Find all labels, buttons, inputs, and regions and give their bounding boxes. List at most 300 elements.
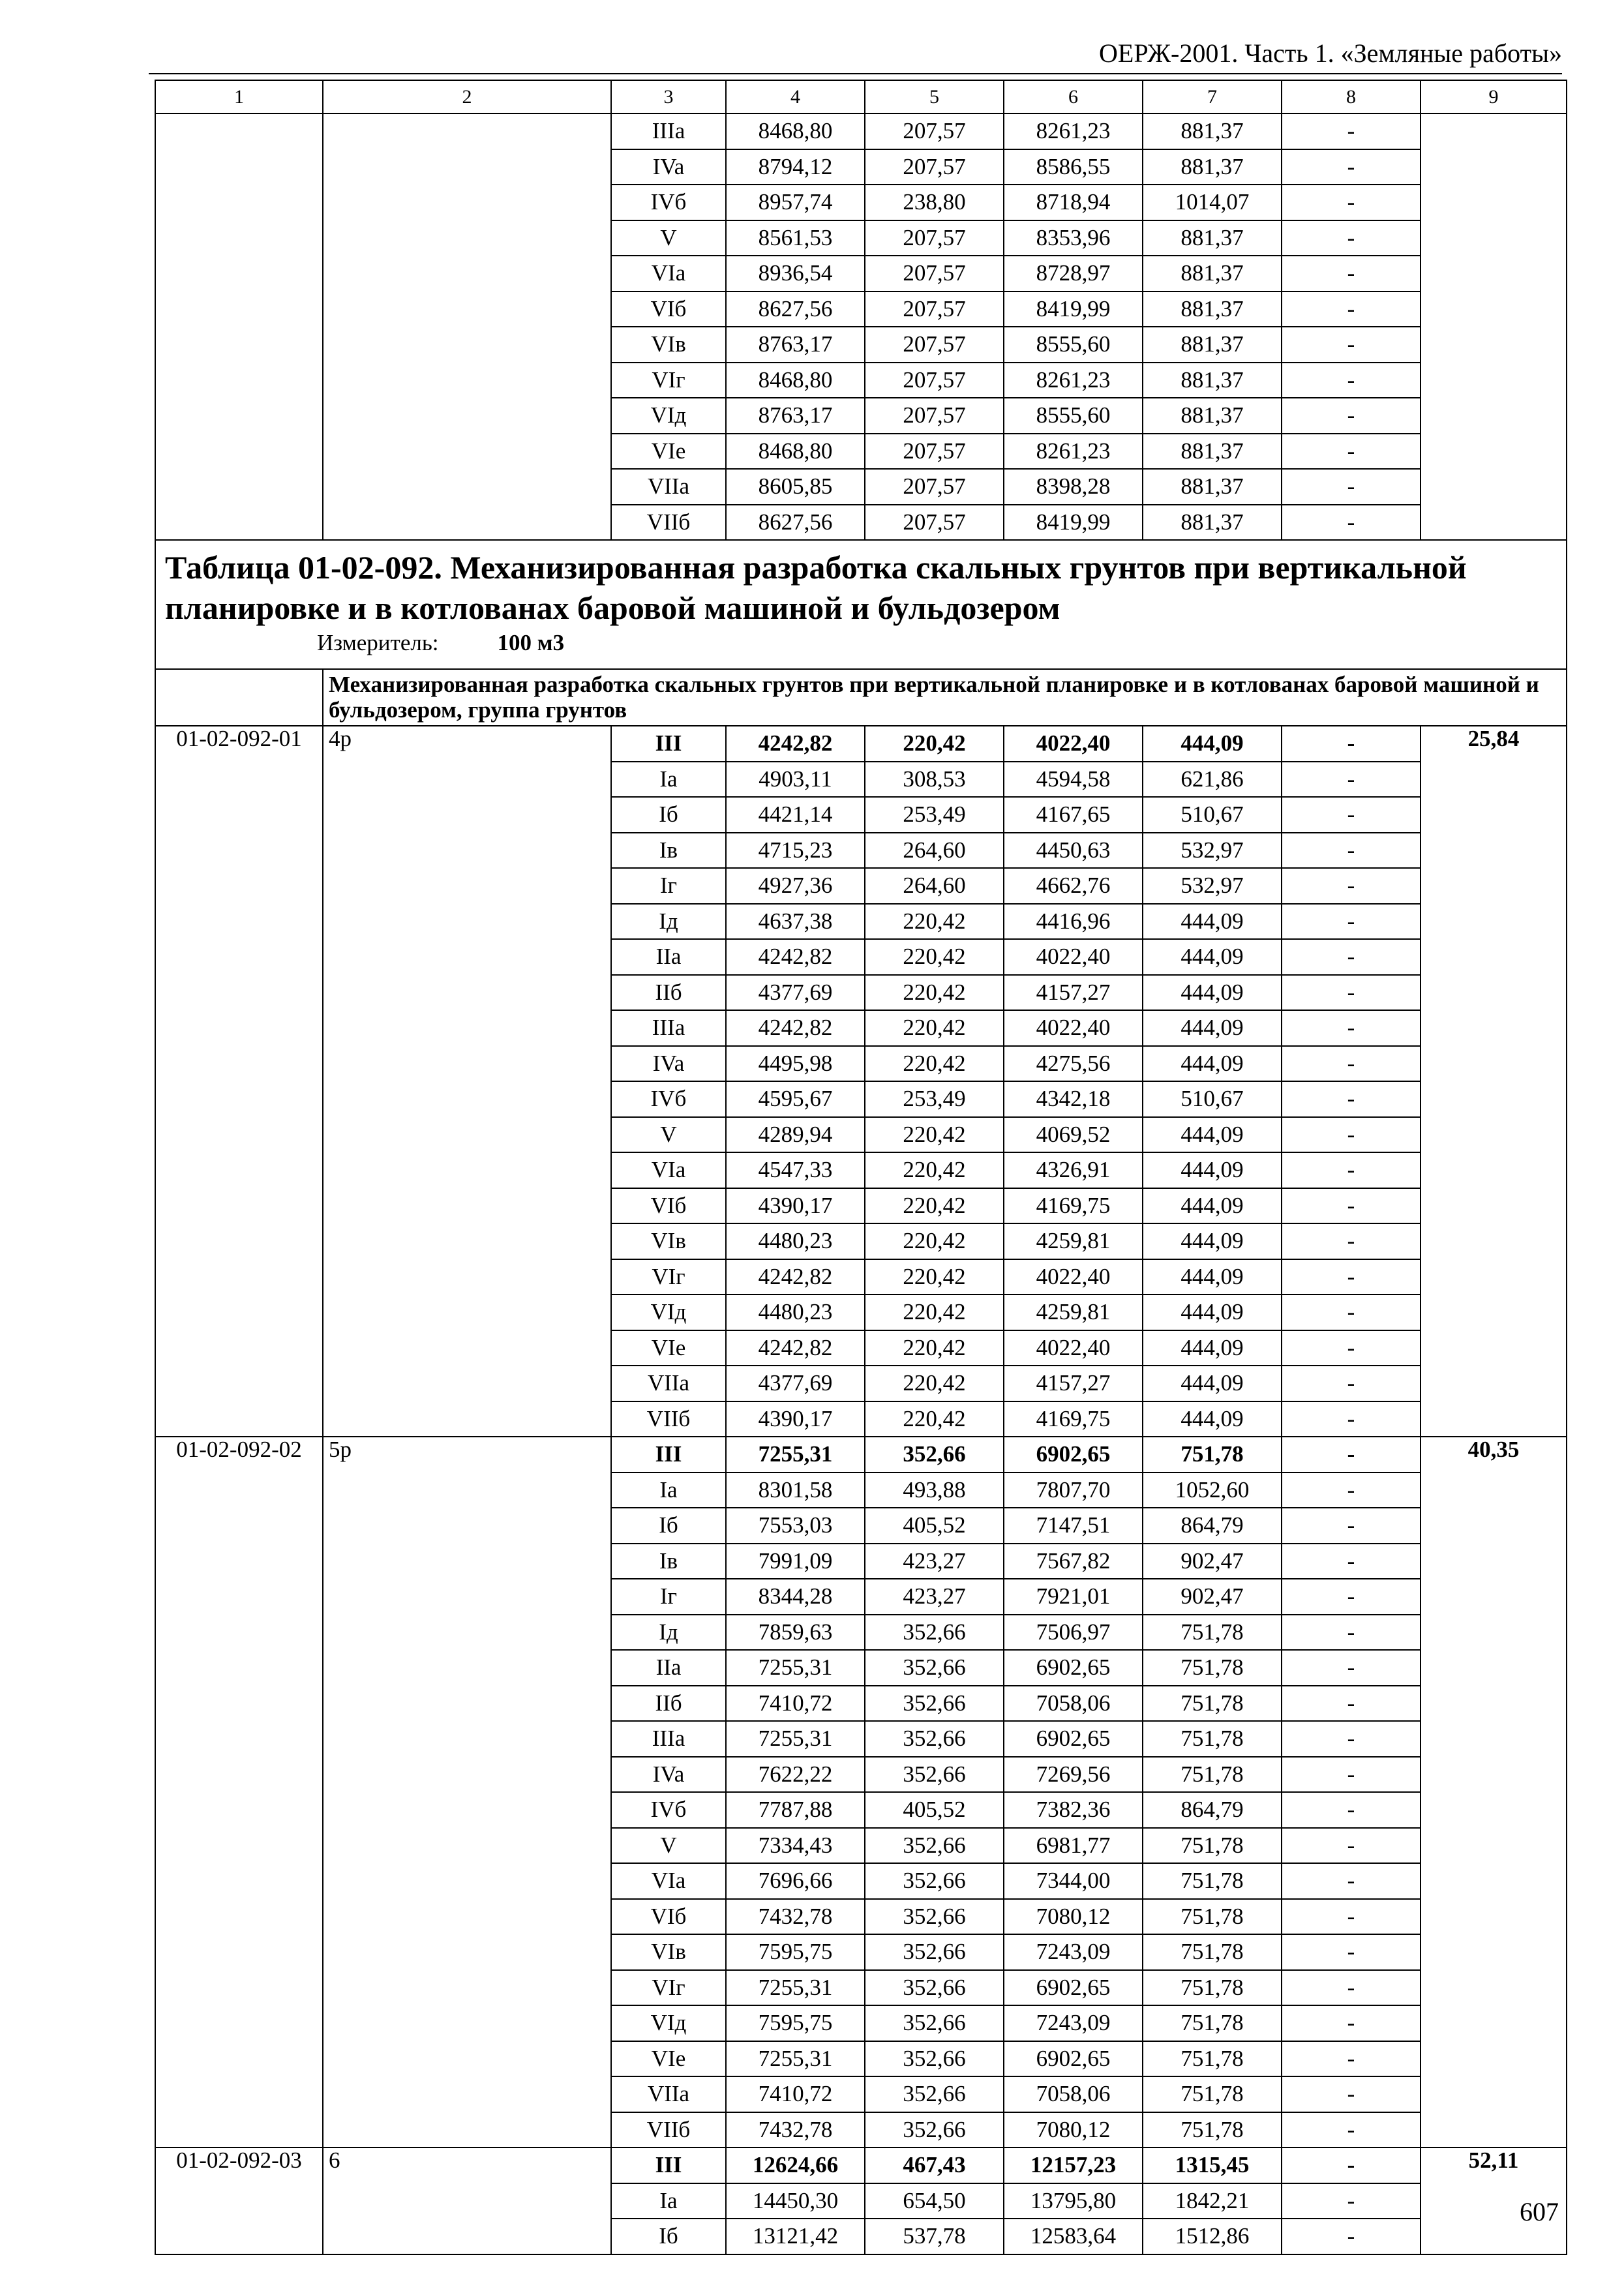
- machine-cost-cell: 4022,40: [1004, 726, 1143, 762]
- machine-cost-cell: 12583,64: [1004, 2219, 1143, 2254]
- operator-wage-cell: 444,09: [1143, 1046, 1282, 1082]
- wage-cell: 352,66: [865, 1899, 1004, 1935]
- direct-cost-cell: 4377,69: [726, 1366, 865, 1401]
- materials-cell: -: [1282, 797, 1421, 833]
- table-row: [155, 1437, 1567, 1473]
- direct-cost-cell: 4715,23: [726, 833, 865, 869]
- machine-cost-cell: 7344,00: [1004, 1863, 1143, 1899]
- wage-cell: 207,57: [865, 469, 1004, 505]
- operator-wage-cell: 881,37: [1143, 469, 1282, 505]
- materials-cell: -: [1282, 2041, 1421, 2077]
- soil-category-cell: VIIб: [611, 1401, 726, 1437]
- materials-cell: -: [1282, 904, 1421, 940]
- direct-cost-cell: 7255,31: [726, 1970, 865, 2006]
- operator-wage-cell: 881,37: [1143, 363, 1282, 398]
- soil-category-cell: IVa: [611, 1757, 726, 1793]
- running-header: ОЕРЖ-2001. Часть 1. «Земляные работы»: [1099, 38, 1562, 68]
- operator-wage-cell: 902,47: [1143, 1579, 1282, 1615]
- machine-cost-cell: 7243,09: [1004, 1934, 1143, 1970]
- materials-cell: -: [1282, 469, 1421, 505]
- header-rule: [149, 73, 1562, 74]
- direct-cost-cell: 7859,63: [726, 1615, 865, 1651]
- soil-category-cell: Iб: [611, 1508, 726, 1544]
- machine-cost-cell: 4326,91: [1004, 1152, 1143, 1188]
- materials-cell: -: [1282, 1188, 1421, 1224]
- operator-wage-cell: 444,09: [1143, 1366, 1282, 1401]
- direct-cost-cell: 7432,78: [726, 2112, 865, 2148]
- machine-cost-cell: 8353,96: [1004, 220, 1143, 256]
- machine-cost-cell: 8261,23: [1004, 363, 1143, 398]
- materials-cell: -: [1282, 363, 1421, 398]
- operator-wage-cell: 751,78: [1143, 1615, 1282, 1651]
- machine-cost-cell: 4157,27: [1004, 975, 1143, 1011]
- soil-category-cell: IIa: [611, 1650, 726, 1686]
- direct-cost-cell: 8468,80: [726, 434, 865, 470]
- wage-cell: 493,88: [865, 1473, 1004, 1508]
- materials-cell: -: [1282, 1792, 1421, 1828]
- direct-cost-cell: 4595,67: [726, 1081, 865, 1117]
- operator-wage-cell: 751,78: [1143, 2112, 1282, 2148]
- soil-category-cell: VIд: [611, 398, 726, 434]
- materials-cell: -: [1282, 256, 1421, 292]
- materials-cell: -: [1282, 975, 1421, 1011]
- materials-cell: -: [1282, 868, 1421, 904]
- materials-cell: -: [1282, 1970, 1421, 2006]
- materials-cell: -: [1282, 398, 1421, 434]
- operator-wage-cell: 751,78: [1143, 1757, 1282, 1793]
- soil-category-cell: Iг: [611, 1579, 726, 1615]
- direct-cost-cell: 7696,66: [726, 1863, 865, 1899]
- materials-cell: -: [1282, 1863, 1421, 1899]
- wage-cell: 207,57: [865, 149, 1004, 185]
- operator-wage-cell: 751,78: [1143, 1934, 1282, 1970]
- direct-cost-cell: 7255,31: [726, 1650, 865, 1686]
- operator-wage-cell: 881,37: [1143, 398, 1282, 434]
- direct-cost-cell: 7595,75: [726, 1934, 865, 1970]
- materials-cell: -: [1282, 1615, 1421, 1651]
- wage-cell: 352,66: [865, 1970, 1004, 2006]
- operator-wage-cell: 444,09: [1143, 1152, 1282, 1188]
- code-cell: 01-02-092-03: [155, 2147, 323, 2254]
- wage-cell: 352,66: [865, 1721, 1004, 1757]
- operator-wage-cell: 881,37: [1143, 292, 1282, 327]
- machine-cost-cell: 4022,40: [1004, 1259, 1143, 1295]
- materials-cell: -: [1282, 505, 1421, 541]
- code-cell: [155, 113, 323, 540]
- operator-wage-cell: 1512,86: [1143, 2219, 1282, 2254]
- table-row: [155, 113, 1567, 149]
- operator-wage-cell: 881,37: [1143, 505, 1282, 541]
- soil-category-cell: VIг: [611, 1970, 726, 2006]
- wage-cell: 220,42: [865, 1223, 1004, 1259]
- machine-cost-cell: 4022,40: [1004, 939, 1143, 975]
- subheading-row: [155, 669, 1567, 726]
- wage-cell: 352,66: [865, 1437, 1004, 1473]
- table-title: Таблица 01-02-092. Механизированная разработка скальных грунтов при вертикальной планировке и в котлованах баровой машиной и бульдозером: [165, 549, 1467, 626]
- direct-cost-cell: 4903,11: [726, 762, 865, 798]
- machine-cost-cell: 4594,58: [1004, 762, 1143, 798]
- column-number: 7: [1143, 80, 1282, 113]
- soil-category-cell: III: [611, 2147, 726, 2183]
- soil-category-cell: Iв: [611, 833, 726, 869]
- wage-cell: 352,66: [865, 1650, 1004, 1686]
- direct-cost-cell: 4480,23: [726, 1294, 865, 1330]
- materials-cell: -: [1282, 1437, 1421, 1473]
- machine-cost-cell: 6981,77: [1004, 1828, 1143, 1864]
- operator-wage-cell: 751,78: [1143, 1899, 1282, 1935]
- machine-cost-cell: 7058,06: [1004, 1686, 1143, 1722]
- materials-cell: -: [1282, 762, 1421, 798]
- machine-cost-cell: 7921,01: [1004, 1579, 1143, 1615]
- materials-cell: -: [1282, 149, 1421, 185]
- operator-wage-cell: 864,79: [1143, 1792, 1282, 1828]
- machine-cost-cell: 7058,06: [1004, 2076, 1143, 2112]
- operator-wage-cell: 444,09: [1143, 904, 1282, 940]
- soil-category-cell: VIIб: [611, 505, 726, 541]
- machine-cost-cell: 7080,12: [1004, 1899, 1143, 1935]
- wage-cell: 207,57: [865, 292, 1004, 327]
- table-title-cell: [155, 540, 1567, 669]
- direct-cost-cell: 8605,85: [726, 469, 865, 505]
- labor-cell: 25,84: [1421, 726, 1567, 1437]
- soil-category-cell: VIa: [611, 256, 726, 292]
- direct-cost-cell: 8627,56: [726, 292, 865, 327]
- wage-cell: 654,50: [865, 2183, 1004, 2219]
- operator-wage-cell: 444,09: [1143, 1294, 1282, 1330]
- soil-category-cell: VIв: [611, 1934, 726, 1970]
- machine-cost-cell: 13795,80: [1004, 2183, 1143, 2219]
- direct-cost-cell: 8794,12: [726, 149, 865, 185]
- machine-cost-cell: 4169,75: [1004, 1401, 1143, 1437]
- soil-category-cell: VIIa: [611, 1366, 726, 1401]
- soil-category-cell: VIe: [611, 434, 726, 470]
- direct-cost-cell: 4547,33: [726, 1152, 865, 1188]
- direct-cost-cell: 8763,17: [726, 327, 865, 363]
- soil-category-cell: Iд: [611, 904, 726, 940]
- operator-wage-cell: 444,09: [1143, 1259, 1282, 1295]
- wage-cell: 207,57: [865, 327, 1004, 363]
- materials-cell: -: [1282, 2076, 1421, 2112]
- operator-wage-cell: 751,78: [1143, 2076, 1282, 2112]
- machine-cost-cell: 8555,60: [1004, 398, 1143, 434]
- wage-cell: 220,42: [865, 1152, 1004, 1188]
- column-number: 2: [323, 80, 611, 113]
- materials-cell: -: [1282, 1686, 1421, 1722]
- machine-cost-cell: 6902,65: [1004, 1970, 1143, 2006]
- machine-cost-cell: 12157,23: [1004, 2147, 1143, 2183]
- wage-cell: 352,66: [865, 1934, 1004, 1970]
- operator-wage-cell: 1052,60: [1143, 1473, 1282, 1508]
- code-cell: 01-02-092-02: [155, 1437, 323, 2147]
- operator-wage-cell: 1014,07: [1143, 185, 1282, 220]
- table-row: [155, 2147, 1567, 2183]
- wage-cell: 352,66: [865, 1828, 1004, 1864]
- soil-category-cell: Iб: [611, 2219, 726, 2254]
- column-number: 8: [1282, 80, 1421, 113]
- wage-cell: 352,66: [865, 2041, 1004, 2077]
- soil-category-cell: VIб: [611, 292, 726, 327]
- machine-cost-cell: 4342,18: [1004, 1081, 1143, 1117]
- direct-cost-cell: 4480,23: [726, 1223, 865, 1259]
- operator-wage-cell: 881,37: [1143, 327, 1282, 363]
- column-number: 3: [611, 80, 726, 113]
- materials-cell: -: [1282, 2219, 1421, 2254]
- materials-cell: -: [1282, 1366, 1421, 1401]
- soil-category-cell: Iв: [611, 1544, 726, 1579]
- materials-cell: -: [1282, 1401, 1421, 1437]
- wage-cell: 220,42: [865, 1401, 1004, 1437]
- operator-wage-cell: 751,78: [1143, 1650, 1282, 1686]
- direct-cost-cell: 8936,54: [726, 256, 865, 292]
- machine-cost-cell: 6902,65: [1004, 2041, 1143, 2077]
- soil-group-cell: 6: [323, 2147, 611, 2254]
- soil-category-cell: IVб: [611, 1792, 726, 1828]
- machine-cost-cell: 8261,23: [1004, 434, 1143, 470]
- operator-wage-cell: 444,09: [1143, 1188, 1282, 1224]
- operator-wage-cell: 751,78: [1143, 1437, 1282, 1473]
- wage-cell: 207,57: [865, 113, 1004, 149]
- direct-cost-cell: 8301,58: [726, 1473, 865, 1508]
- direct-cost-cell: 7432,78: [726, 1899, 865, 1935]
- machine-cost-cell: 6902,65: [1004, 1650, 1143, 1686]
- direct-cost-cell: 4377,69: [726, 975, 865, 1011]
- subheading: Механизированная разработка скальных грунтов при вертикальной планировке и в котлованах баровой машиной и бульдозером, группа грунтов: [323, 669, 1567, 726]
- direct-cost-cell: 7553,03: [726, 1508, 865, 1544]
- soil-category-cell: VIa: [611, 1863, 726, 1899]
- soil-category-cell: IVб: [611, 185, 726, 220]
- machine-cost-cell: 4069,52: [1004, 1117, 1143, 1153]
- wage-cell: 405,52: [865, 1508, 1004, 1544]
- direct-cost-cell: 7255,31: [726, 1437, 865, 1473]
- meter-row: [165, 631, 1557, 668]
- direct-cost-cell: 4242,82: [726, 726, 865, 762]
- direct-cost-cell: 8468,80: [726, 363, 865, 398]
- wage-cell: 220,42: [865, 939, 1004, 975]
- wage-cell: 467,43: [865, 2147, 1004, 2183]
- direct-cost-cell: 14450,30: [726, 2183, 865, 2219]
- materials-cell: -: [1282, 2183, 1421, 2219]
- machine-cost-cell: 4167,65: [1004, 797, 1143, 833]
- soil-category-cell: IIб: [611, 975, 726, 1011]
- direct-cost-cell: 4242,82: [726, 1330, 865, 1366]
- wage-cell: 423,27: [865, 1579, 1004, 1615]
- soil-category-cell: VIIa: [611, 2076, 726, 2112]
- wage-cell: 405,52: [865, 1792, 1004, 1828]
- soil-category-cell: V: [611, 220, 726, 256]
- soil-category-cell: VIв: [611, 1223, 726, 1259]
- operator-wage-cell: 881,37: [1143, 149, 1282, 185]
- wage-cell: 207,57: [865, 434, 1004, 470]
- column-number-row: [155, 80, 1567, 113]
- direct-cost-cell: 8763,17: [726, 398, 865, 434]
- soil-category-cell: VIд: [611, 1294, 726, 1330]
- machine-cost-cell: 4259,81: [1004, 1223, 1143, 1259]
- machine-cost-cell: 8261,23: [1004, 113, 1143, 149]
- description-cell: [323, 113, 611, 540]
- soil-category-cell: Ia: [611, 1473, 726, 1508]
- direct-cost-cell: 4927,36: [726, 868, 865, 904]
- operator-wage-cell: 444,09: [1143, 726, 1282, 762]
- wage-cell: 308,53: [865, 762, 1004, 798]
- wage-cell: 253,49: [865, 1081, 1004, 1117]
- wage-cell: 220,42: [865, 1259, 1004, 1295]
- operator-wage-cell: 444,09: [1143, 1401, 1282, 1437]
- machine-cost-cell: 7506,97: [1004, 1615, 1143, 1651]
- operator-wage-cell: 444,09: [1143, 1223, 1282, 1259]
- soil-category-cell: VIв: [611, 327, 726, 363]
- direct-cost-cell: 7410,72: [726, 2076, 865, 2112]
- page-number: 607: [1520, 2197, 1559, 2226]
- materials-cell: -: [1282, 113, 1421, 149]
- soil-category-cell: Iд: [611, 1615, 726, 1651]
- materials-cell: -: [1282, 1757, 1421, 1793]
- wage-cell: 207,57: [865, 220, 1004, 256]
- direct-cost-cell: 4242,82: [726, 1259, 865, 1295]
- soil-category-cell: VIe: [611, 2041, 726, 2077]
- machine-cost-cell: 4275,56: [1004, 1046, 1143, 1082]
- wage-cell: 220,42: [865, 1046, 1004, 1082]
- wage-cell: 352,66: [865, 1757, 1004, 1793]
- soil-category-cell: VIIa: [611, 469, 726, 505]
- wage-cell: 220,42: [865, 1330, 1004, 1366]
- table-row: [155, 726, 1567, 762]
- meter-value: 100 м3: [497, 630, 565, 655]
- operator-wage-cell: 751,78: [1143, 1828, 1282, 1864]
- direct-cost-cell: 4495,98: [726, 1046, 865, 1082]
- materials-cell: -: [1282, 1508, 1421, 1544]
- machine-cost-cell: 4169,75: [1004, 1188, 1143, 1224]
- materials-cell: -: [1282, 220, 1421, 256]
- direct-cost-cell: 7787,88: [726, 1792, 865, 1828]
- machine-cost-cell: 8586,55: [1004, 149, 1143, 185]
- meter-label: Измеритель:: [317, 630, 439, 655]
- operator-wage-cell: 1315,45: [1143, 2147, 1282, 2183]
- operator-wage-cell: 444,09: [1143, 939, 1282, 975]
- table-title-row: [155, 540, 1567, 669]
- wage-cell: 352,66: [865, 1615, 1004, 1651]
- materials-cell: -: [1282, 2005, 1421, 2041]
- direct-cost-cell: 4242,82: [726, 939, 865, 975]
- soil-category-cell: Iб: [611, 797, 726, 833]
- machine-cost-cell: 8419,99: [1004, 292, 1143, 327]
- operator-wage-cell: 444,09: [1143, 1330, 1282, 1366]
- wage-cell: 220,42: [865, 904, 1004, 940]
- materials-cell: -: [1282, 1330, 1421, 1366]
- soil-category-cell: IVa: [611, 149, 726, 185]
- machine-cost-cell: 4450,63: [1004, 833, 1143, 869]
- code-cell: 01-02-092-01: [155, 726, 323, 1437]
- wage-cell: 207,57: [865, 505, 1004, 541]
- materials-cell: -: [1282, 1259, 1421, 1295]
- materials-cell: -: [1282, 292, 1421, 327]
- machine-cost-cell: 4022,40: [1004, 1010, 1143, 1046]
- direct-cost-cell: 8561,53: [726, 220, 865, 256]
- operator-wage-cell: 864,79: [1143, 1508, 1282, 1544]
- materials-cell: -: [1282, 434, 1421, 470]
- operator-wage-cell: 881,37: [1143, 220, 1282, 256]
- soil-category-cell: V: [611, 1117, 726, 1153]
- soil-category-cell: Ia: [611, 2183, 726, 2219]
- soil-category-cell: VIe: [611, 1330, 726, 1366]
- rates-table: [155, 80, 1567, 2255]
- labor-cell: [1421, 113, 1567, 540]
- materials-cell: -: [1282, 1152, 1421, 1188]
- materials-cell: -: [1282, 1081, 1421, 1117]
- soil-category-cell: IVa: [611, 1046, 726, 1082]
- direct-cost-cell: 4390,17: [726, 1401, 865, 1437]
- machine-cost-cell: 7147,51: [1004, 1508, 1143, 1544]
- operator-wage-cell: 444,09: [1143, 1010, 1282, 1046]
- direct-cost-cell: 13121,42: [726, 2219, 865, 2254]
- materials-cell: -: [1282, 185, 1421, 220]
- direct-cost-cell: 4421,14: [726, 797, 865, 833]
- wage-cell: 352,66: [865, 2005, 1004, 2041]
- operator-wage-cell: 1842,21: [1143, 2183, 1282, 2219]
- wage-cell: 220,42: [865, 1117, 1004, 1153]
- machine-cost-cell: 7243,09: [1004, 2005, 1143, 2041]
- soil-category-cell: IIб: [611, 1686, 726, 1722]
- operator-wage-cell: 621,86: [1143, 762, 1282, 798]
- wage-cell: 264,60: [865, 868, 1004, 904]
- soil-category-cell: VIб: [611, 1188, 726, 1224]
- machine-cost-cell: 4662,76: [1004, 868, 1143, 904]
- materials-cell: -: [1282, 726, 1421, 762]
- operator-wage-cell: 751,78: [1143, 2041, 1282, 2077]
- materials-cell: -: [1282, 1899, 1421, 1935]
- operator-wage-cell: 881,37: [1143, 434, 1282, 470]
- machine-cost-cell: 8728,97: [1004, 256, 1143, 292]
- direct-cost-cell: 12624,66: [726, 2147, 865, 2183]
- operator-wage-cell: 444,09: [1143, 1117, 1282, 1153]
- soil-category-cell: VIIб: [611, 2112, 726, 2148]
- operator-wage-cell: 532,97: [1143, 868, 1282, 904]
- machine-cost-cell: 4157,27: [1004, 1366, 1143, 1401]
- machine-cost-cell: 7382,36: [1004, 1792, 1143, 1828]
- operator-wage-cell: 751,78: [1143, 2005, 1282, 2041]
- machine-cost-cell: 8398,28: [1004, 469, 1143, 505]
- soil-category-cell: V: [611, 1828, 726, 1864]
- soil-category-cell: III: [611, 1437, 726, 1473]
- machine-cost-cell: 8555,60: [1004, 327, 1143, 363]
- direct-cost-cell: 7255,31: [726, 1721, 865, 1757]
- operator-wage-cell: 751,78: [1143, 1721, 1282, 1757]
- column-number: 5: [865, 80, 1004, 113]
- wage-cell: 220,42: [865, 1294, 1004, 1330]
- materials-cell: -: [1282, 1650, 1421, 1686]
- direct-cost-cell: 7622,22: [726, 1757, 865, 1793]
- materials-cell: -: [1282, 1294, 1421, 1330]
- materials-cell: -: [1282, 1828, 1421, 1864]
- soil-category-cell: VIд: [611, 2005, 726, 2041]
- wage-cell: 220,42: [865, 1188, 1004, 1224]
- wage-cell: 352,66: [865, 1863, 1004, 1899]
- wage-cell: 537,78: [865, 2219, 1004, 2254]
- soil-category-cell: IIIa: [611, 1010, 726, 1046]
- machine-cost-cell: 6902,65: [1004, 1721, 1143, 1757]
- soil-category-cell: Iг: [611, 868, 726, 904]
- column-number: 4: [726, 80, 865, 113]
- soil-category-cell: VIб: [611, 1899, 726, 1935]
- operator-wage-cell: 510,67: [1143, 1081, 1282, 1117]
- materials-cell: -: [1282, 327, 1421, 363]
- machine-cost-cell: 7269,56: [1004, 1757, 1143, 1793]
- subheading-spacer: [155, 669, 323, 726]
- soil-category-cell: IVб: [611, 1081, 726, 1117]
- wage-cell: 264,60: [865, 833, 1004, 869]
- materials-cell: -: [1282, 2147, 1421, 2183]
- materials-cell: -: [1282, 1721, 1421, 1757]
- labor-cell: 52,11: [1421, 2147, 1567, 2254]
